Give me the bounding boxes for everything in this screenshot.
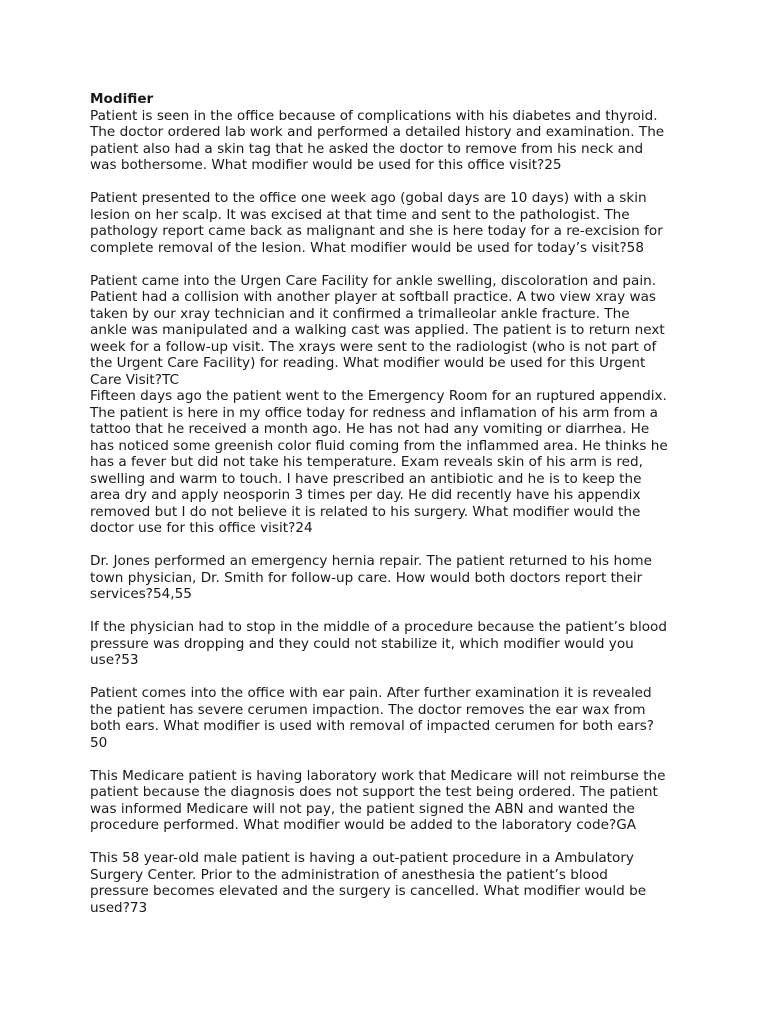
question-paragraph-8: [90, 768, 690, 834]
text-line: the Urgent Care Facility) for reading. What modifier would be used for this Urgent: [90, 355, 646, 371]
text-line: Patient presented to the office one week ago (gobal days are 10 days) with a skin: [90, 190, 647, 206]
text-line: area dry and apply neosporin 3 times per day. He did recently have his appendix: [90, 487, 641, 503]
text-line: complete removal of the lesion. What modifier would be used for today’s visit?58: [90, 239, 644, 256]
text-line: has noticed some greenish color fluid coming from the inflammed area. He thinks he: [90, 437, 668, 454]
question-paragraph-2: [90, 190, 690, 256]
question-paragraph-6: [90, 619, 690, 669]
text-line: was informed Medicare will not pay, the patient signed the ABN and wanted the: [90, 800, 635, 817]
text-line: used?73: [90, 899, 148, 916]
text-line: lesion on her scalp. It was excised at that time and sent to the pathologist. The: [90, 206, 630, 223]
text-line: was bothersome. What modifier would be used for this office visit?25: [90, 157, 562, 173]
text-line: patient because the diagnosis does not support the test being ordered. The patient: [90, 784, 658, 800]
question-paragraph-5: [90, 553, 690, 603]
text-line: town physician, Dr. Smith for follow-up care. How would both doctors report their: [90, 569, 643, 586]
text-line: If the physician had to stop in the middle of a procedure because the patient’s blood: [90, 619, 667, 635]
text-line: taken by our xray technician and it confirmed a trimalleolar ankle fracture. The: [90, 305, 630, 322]
text-line: doctor use for this office visit?24: [90, 520, 313, 536]
text-line: swelling and warm to touch. I have prescribed an antibiotic and he is to keep the: [90, 470, 642, 487]
question-paragraph-9: [90, 850, 690, 916]
text-line: Care Visit?TC: [90, 371, 179, 388]
text-line: pathology report came back as malignant and she is here today for a re-excision for: [90, 223, 663, 239]
text-line: 50: [90, 734, 108, 751]
text-line: pressure becomes elevated and the surgery is cancelled. What modifier would be: [90, 883, 647, 899]
text-line: use?53: [90, 652, 139, 668]
text-line: This 58 year-old male patient is having a out-patient procedure in a Ambulatory: [90, 850, 634, 866]
text-line: has a fever but did not take his temperature. Exam reveals skin of his arm is red,: [90, 454, 643, 470]
text-line: ankle was manipulated and a walking cast was applied. The patient is to return next: [90, 322, 665, 338]
document-title: Modifier: [90, 91, 154, 107]
text-line: Patient had a collision with another player at softball practice. A two view xray was: [90, 289, 657, 305]
question-paragraph-7: [90, 685, 690, 751]
document-page: [90, 91, 690, 933]
question-paragraph-1: [90, 108, 690, 174]
text-line: both ears. What modifier is used with removal of impacted cerumen for both ears?: [90, 718, 655, 734]
text-line: pressure was dropping and they could not stabilize it, which modifier would you: [90, 635, 634, 652]
text-line: Patient came into the Urgen Care Facility for ankle swelling, discoloration and pain.: [90, 272, 657, 289]
text-line: Patient comes into the office with ear pain. After further examination it is revealed: [90, 685, 652, 701]
text-line: Patient is seen in the office because of complications with his diabetes and thyroid.: [90, 107, 658, 124]
text-line: week for a follow-up visit. The xrays were sent to the radiologist (who is not part of: [90, 338, 657, 355]
text-line: procedure performed. What modifier would be added to the laboratory code?GA: [90, 817, 637, 833]
question-paragraph-3: [90, 273, 690, 389]
text-line: services?54,55: [90, 586, 192, 602]
text-line: The patient is here in my office today for redness and inflamation of his arm from a: [90, 404, 658, 421]
question-paragraph-4: [90, 388, 690, 537]
text-line: removed but I do not believe it is related to his surgery. What modifier would the: [90, 503, 641, 520]
text-line: tattoo that he received a month ago. He has not had any vomiting or diarrhea. He: [90, 421, 650, 437]
text-line: This Medicare patient is having laboratory work that Medicare will not reimburse the: [90, 767, 666, 784]
text-line: patient also had a skin tag that he asked the doctor to remove from his neck and: [90, 140, 644, 157]
text-line: The doctor ordered lab work and performed a detailed history and examination. The: [90, 124, 665, 140]
text-line: the patient has severe cerumen impaction. The doctor removes the ear wax from: [90, 701, 646, 718]
text-line: Surgery Center. Prior to the administration of anesthesia the patient’s blood: [90, 866, 608, 883]
text-line: Dr. Jones performed an emergency hernia repair. The patient returned to his home: [90, 553, 653, 569]
text-line: Fifteen days ago the patient went to the Emergency Room for an ruptured appendix.: [90, 388, 667, 404]
